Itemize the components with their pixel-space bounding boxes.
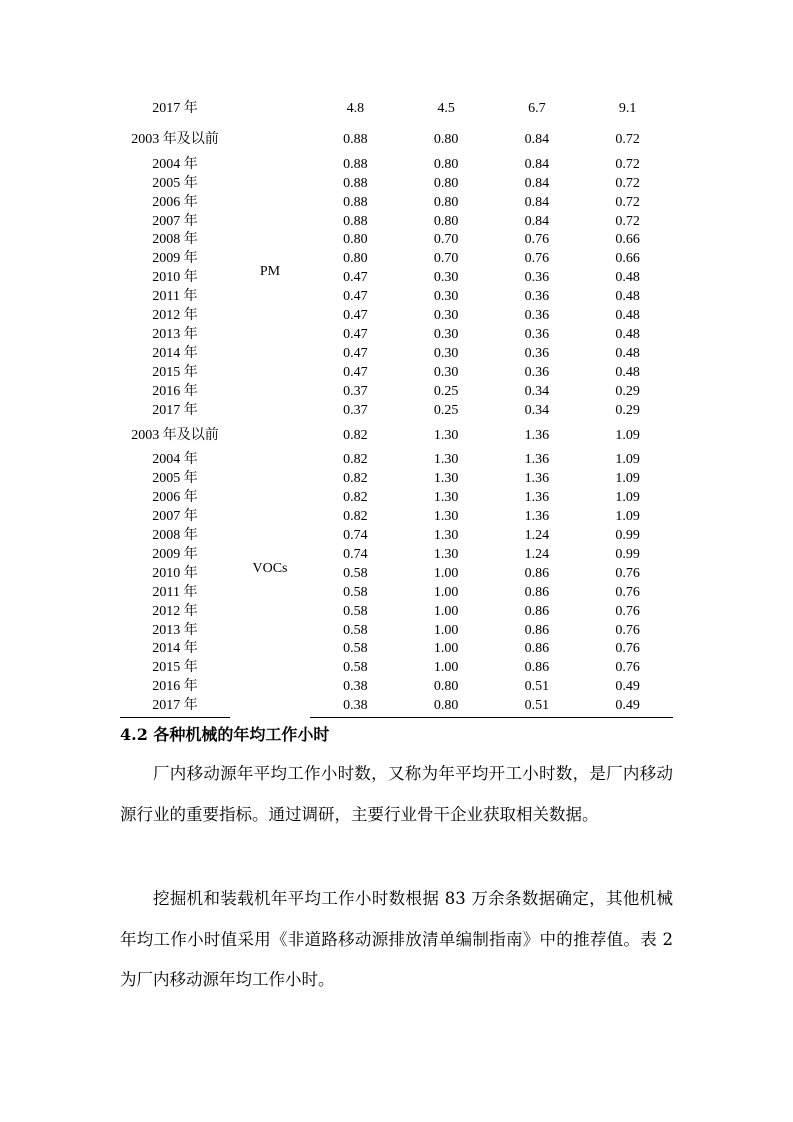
value-cell: 0.58 bbox=[343, 565, 368, 581]
year-cell: 2012 年 bbox=[152, 308, 198, 324]
pollutant-cell bbox=[230, 94, 310, 125]
value-cell: 0.34 bbox=[524, 402, 550, 418]
table-row bbox=[120, 451, 673, 470]
value-cell: 0.58 bbox=[343, 603, 368, 619]
table-row bbox=[120, 250, 673, 269]
value-cell: 0.51 bbox=[524, 679, 550, 695]
table-row bbox=[120, 175, 673, 194]
value-cell: 0.99 bbox=[615, 528, 640, 544]
value-cell: 0.58 bbox=[343, 641, 368, 657]
table-row bbox=[120, 527, 673, 546]
value-cell: 0.72 bbox=[615, 194, 640, 210]
emission-factor-table bbox=[120, 94, 673, 718]
value-cell: 0.70 bbox=[433, 251, 459, 267]
value-cell: 1.00 bbox=[433, 641, 459, 657]
value-cell: 0.29 bbox=[615, 383, 640, 399]
table-row bbox=[120, 326, 673, 345]
value-cell: 1.09 bbox=[615, 427, 640, 443]
table-row bbox=[120, 231, 673, 250]
value-cell: 0.58 bbox=[343, 660, 368, 676]
year-cell: 2013 年 bbox=[152, 326, 198, 342]
table-row bbox=[120, 383, 673, 402]
value-cell: 0.84 bbox=[524, 131, 550, 147]
value-cell: 9.1 bbox=[618, 101, 637, 116]
value-cell: 0.36 bbox=[524, 289, 550, 305]
value-cell: 1.00 bbox=[433, 584, 459, 600]
table-row bbox=[120, 640, 673, 659]
value-cell: 0.30 bbox=[433, 308, 459, 324]
value-cell: 0.30 bbox=[433, 364, 459, 380]
value-cell: 0.38 bbox=[343, 679, 368, 695]
value-cell: 0.47 bbox=[343, 364, 368, 380]
value-cell: 0.76 bbox=[615, 641, 640, 657]
year-cell: 2010 年 bbox=[152, 565, 198, 581]
value-cell: 0.48 bbox=[615, 270, 640, 286]
value-cell: 1.00 bbox=[433, 660, 459, 676]
value-cell: 0.30 bbox=[433, 345, 459, 361]
value-cell: 0.36 bbox=[524, 364, 550, 380]
value-cell: 0.80 bbox=[433, 175, 459, 191]
value-cell: 0.48 bbox=[615, 326, 640, 342]
value-cell: 4.8 bbox=[346, 101, 365, 116]
value-cell: 0.72 bbox=[615, 213, 640, 229]
year-cell: 2003 年及以前 bbox=[131, 427, 219, 443]
value-cell: 0.80 bbox=[343, 232, 368, 248]
year-cell: 2011 年 bbox=[152, 289, 198, 305]
value-cell: 0.30 bbox=[433, 289, 459, 305]
year-cell: 2004 年 bbox=[152, 452, 198, 468]
year-cell: 2008 年 bbox=[152, 528, 198, 544]
value-cell: 0.86 bbox=[524, 565, 550, 581]
value-cell: 0.48 bbox=[615, 308, 640, 324]
year-cell: 2015 年 bbox=[152, 364, 198, 380]
value-cell: 0.58 bbox=[343, 622, 368, 638]
value-cell: 6.7 bbox=[528, 101, 546, 116]
value-cell: 1.30 bbox=[433, 546, 459, 562]
table-row bbox=[120, 697, 673, 717]
value-cell: 1.09 bbox=[615, 509, 640, 525]
year-cell: 2009 年 bbox=[152, 546, 198, 562]
value-cell: 0.88 bbox=[343, 194, 368, 210]
year-cell: 2005 年 bbox=[152, 471, 198, 487]
value-cell: 0.49 bbox=[582, 697, 673, 717]
value-cell: 0.76 bbox=[615, 565, 640, 581]
value-cell: 0.34 bbox=[524, 383, 550, 399]
value-cell: 4.5 bbox=[437, 101, 455, 116]
year-cell: 2013 年 bbox=[152, 622, 198, 638]
value-cell: 0.47 bbox=[343, 345, 368, 361]
table-row bbox=[120, 94, 673, 125]
table-row bbox=[120, 603, 673, 622]
value-cell: 1.30 bbox=[433, 509, 459, 525]
table-body bbox=[120, 94, 673, 718]
year-cell: 2017 年 bbox=[120, 697, 230, 717]
table-row bbox=[120, 307, 673, 326]
year-cell: 2005 年 bbox=[152, 175, 198, 191]
value-cell: 0.38 bbox=[310, 697, 401, 717]
value-cell: 1.00 bbox=[433, 622, 459, 638]
value-cell: 0.80 bbox=[433, 131, 459, 147]
year-cell: 2003 年及以前 bbox=[131, 131, 219, 147]
value-cell: 0.36 bbox=[524, 326, 550, 342]
value-cell: 0.37 bbox=[343, 402, 368, 418]
year-cell: 2016 年 bbox=[152, 679, 198, 695]
value-cell: 0.66 bbox=[615, 232, 640, 248]
table-row bbox=[120, 213, 673, 232]
value-cell: 0.74 bbox=[343, 546, 368, 562]
value-cell: 0.80 bbox=[401, 697, 492, 717]
table-row bbox=[120, 421, 673, 452]
value-cell: 0.70 bbox=[433, 232, 459, 248]
year-cell: 2008 年 bbox=[152, 232, 198, 248]
year-cell: 2006 年 bbox=[152, 490, 198, 506]
value-cell: 0.48 bbox=[615, 364, 640, 380]
value-cell: 1.24 bbox=[524, 528, 550, 544]
value-cell: 0.72 bbox=[615, 156, 640, 172]
year-cell: 2012 年 bbox=[152, 603, 198, 619]
value-cell: 1.24 bbox=[524, 546, 550, 562]
value-cell: 0.80 bbox=[343, 251, 368, 267]
year-cell: 2006 年 bbox=[152, 194, 198, 210]
value-cell: 0.47 bbox=[343, 326, 368, 342]
value-cell: 1.36 bbox=[524, 427, 550, 443]
value-cell: 0.86 bbox=[524, 660, 550, 676]
value-cell: 0.48 bbox=[615, 289, 640, 305]
value-cell: 0.30 bbox=[433, 326, 459, 342]
value-cell: 0.88 bbox=[343, 213, 368, 229]
year-cell: 2016 年 bbox=[152, 383, 198, 399]
value-cell: 0.76 bbox=[524, 232, 550, 248]
value-cell: 0.49 bbox=[615, 679, 640, 695]
table-row bbox=[120, 508, 673, 527]
table-row bbox=[120, 125, 673, 156]
value-cell: 1.36 bbox=[524, 490, 550, 506]
value-cell: 0.25 bbox=[433, 402, 459, 418]
value-cell: 0.80 bbox=[433, 156, 459, 172]
value-cell: 0.86 bbox=[524, 584, 550, 600]
value-cell: 0.36 bbox=[524, 345, 550, 361]
value-cell: 0.84 bbox=[524, 175, 550, 191]
value-cell: 0.72 bbox=[615, 175, 640, 191]
value-cell: 1.00 bbox=[433, 565, 459, 581]
value-cell: 0.84 bbox=[524, 156, 550, 172]
value-cell: 0.51 bbox=[492, 697, 583, 717]
year-cell: 2010 年 bbox=[152, 270, 198, 286]
value-cell: 0.99 bbox=[615, 546, 640, 562]
pollutant-cell: VOCs bbox=[252, 560, 288, 576]
year-cell: 2009 年 bbox=[152, 251, 198, 267]
value-cell: 0.80 bbox=[433, 679, 459, 695]
value-cell: 1.09 bbox=[615, 452, 640, 468]
value-cell: 1.30 bbox=[433, 528, 459, 544]
value-cell: 0.86 bbox=[524, 641, 550, 657]
value-cell: 0.66 bbox=[615, 251, 640, 267]
table-row bbox=[120, 584, 673, 603]
table-row bbox=[120, 269, 673, 288]
value-cell: 0.74 bbox=[343, 528, 368, 544]
value-cell: 1.30 bbox=[433, 490, 459, 506]
value-cell: 0.30 bbox=[433, 270, 459, 286]
paragraph: 厂内移动源年平均工作小时数，又称为年平均开工小时数，是厂内移动源行业的重要指标。通过调研，主要行业骨干企业获取相关数据。 bbox=[120, 764, 673, 824]
value-cell: 0.82 bbox=[343, 509, 368, 525]
table-row bbox=[120, 565, 673, 584]
value-cell: 0.58 bbox=[343, 584, 368, 600]
section-title: 4.2 各种机械的年均工作小时 bbox=[120, 725, 330, 744]
table-row bbox=[120, 364, 673, 383]
value-cell: 0.86 bbox=[524, 603, 550, 619]
value-cell: 0.84 bbox=[524, 194, 550, 210]
value-cell: 1.30 bbox=[433, 471, 459, 487]
value-cell: 0.88 bbox=[343, 156, 368, 172]
table-row bbox=[120, 489, 673, 508]
value-cell: 0.82 bbox=[343, 490, 368, 506]
table-row bbox=[120, 194, 673, 213]
table-row bbox=[120, 659, 673, 678]
value-cell: 0.76 bbox=[615, 603, 640, 619]
value-cell: 0.76 bbox=[524, 251, 550, 267]
year-cell: 2004 年 bbox=[152, 156, 198, 172]
year-cell: 2014 年 bbox=[152, 641, 198, 657]
value-cell: 1.36 bbox=[524, 452, 550, 468]
table-row bbox=[120, 288, 673, 307]
value-cell: 0.82 bbox=[343, 427, 368, 443]
year-cell: 2017 年 bbox=[152, 101, 198, 116]
value-cell: 0.84 bbox=[524, 213, 550, 229]
value-cell: 0.86 bbox=[524, 622, 550, 638]
value-cell: 0.80 bbox=[433, 194, 459, 210]
value-cell: 0.36 bbox=[524, 308, 550, 324]
value-cell: 0.48 bbox=[615, 345, 640, 361]
value-cell: 0.29 bbox=[615, 402, 640, 418]
value-cell: 0.88 bbox=[343, 175, 368, 191]
table-row bbox=[120, 156, 673, 175]
year-cell: 2017 年 bbox=[152, 402, 198, 418]
value-cell: 0.76 bbox=[615, 660, 640, 676]
year-cell: 2015 年 bbox=[152, 660, 198, 676]
value-cell: 1.30 bbox=[433, 427, 459, 443]
value-cell: 1.09 bbox=[615, 490, 640, 506]
value-cell: 0.47 bbox=[343, 308, 368, 324]
table-row bbox=[120, 622, 673, 641]
value-cell: 0.72 bbox=[615, 131, 640, 147]
year-cell: 2011 年 bbox=[152, 584, 198, 600]
value-cell: 1.30 bbox=[433, 452, 459, 468]
paragraph: 挖掘机和装载机年平均工作小时数根据 83 万余条数据确定，其他机械年均工作小时值采用《非道路移动源排放清单编制指南》中的推荐值。表 2 为厂内移动源年均工作小时。 bbox=[120, 889, 673, 989]
table-row bbox=[120, 470, 673, 489]
value-cell: 1.36 bbox=[524, 471, 550, 487]
table-row bbox=[120, 546, 673, 565]
value-cell: 0.37 bbox=[343, 383, 368, 399]
value-cell: 0.76 bbox=[615, 584, 640, 600]
value-cell: 0.80 bbox=[433, 213, 459, 229]
value-cell: 1.09 bbox=[615, 471, 640, 487]
value-cell: 0.76 bbox=[615, 622, 640, 638]
value-cell: 0.47 bbox=[343, 270, 368, 286]
value-cell: 0.88 bbox=[343, 131, 368, 147]
value-cell: 0.25 bbox=[433, 383, 459, 399]
value-cell: 1.36 bbox=[524, 509, 550, 525]
value-cell: 0.36 bbox=[524, 270, 550, 286]
value-cell: 0.82 bbox=[343, 452, 368, 468]
value-cell: 1.00 bbox=[433, 603, 459, 619]
table-row bbox=[120, 678, 673, 697]
value-cell: 0.82 bbox=[343, 471, 368, 487]
year-cell: 2007 年 bbox=[152, 213, 198, 229]
table-row bbox=[120, 402, 673, 421]
value-cell: 0.47 bbox=[343, 289, 368, 305]
year-cell: 2014 年 bbox=[152, 345, 198, 361]
table-row bbox=[120, 345, 673, 364]
year-cell: 2007 年 bbox=[152, 509, 198, 525]
pollutant-cell: PM bbox=[259, 264, 281, 280]
